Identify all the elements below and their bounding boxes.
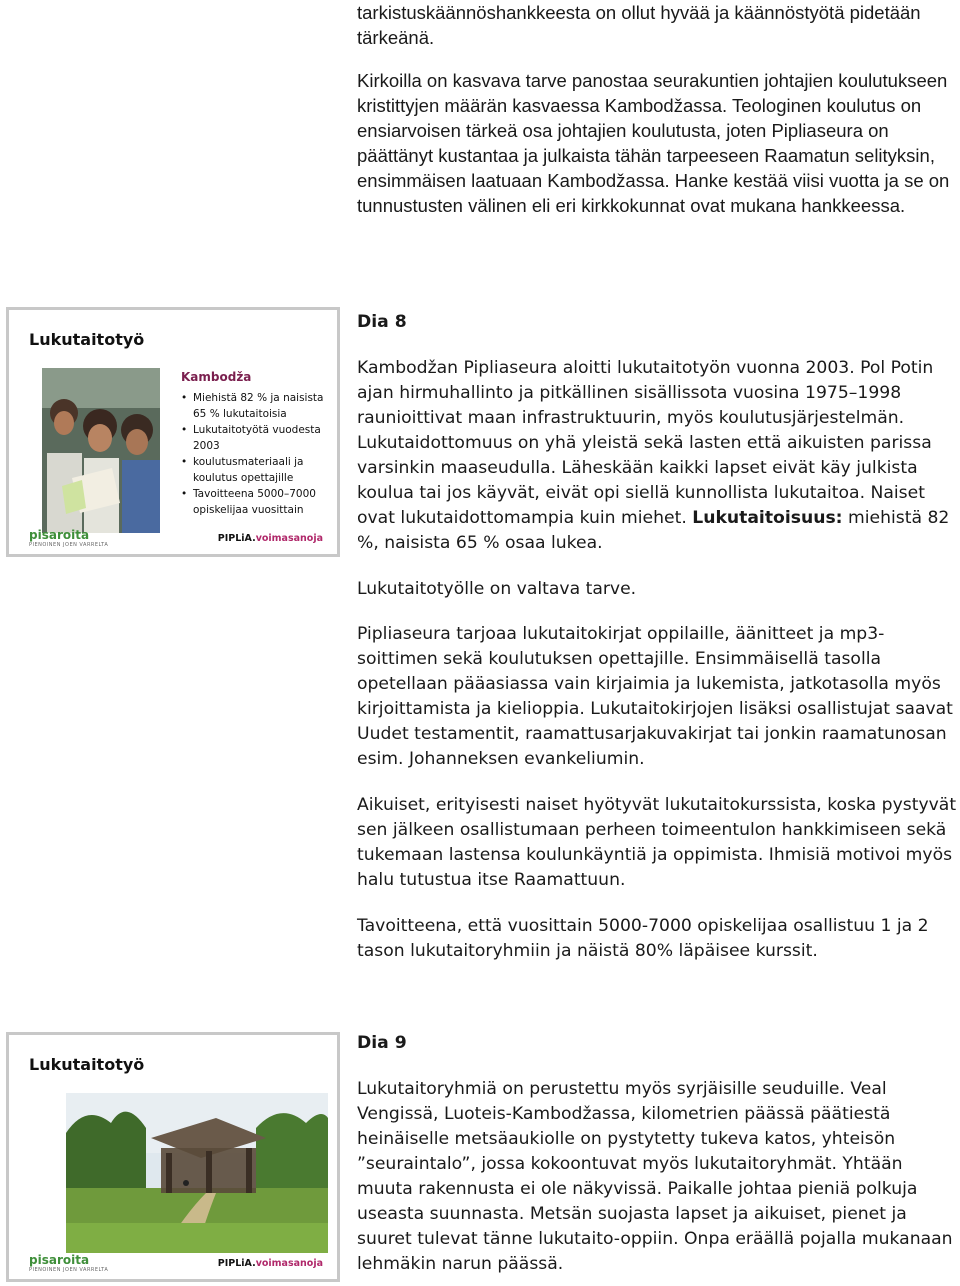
- intro-paragraph-2: Kirkoilla on kasvava tarve panostaa seurakuntien johtajien koulutukseen kristittyjen määrän kasvaessa Kambodžassa. Teologinen koulutus on ensiarvoisen tärkeä osa johtajien koulutusta, joten Pipliaseura on päättänyt kustantaa ja julkaista tähän tarpeeseen Raamatun selityksin, ensimmäisen laatuaan Kambodžassa. Hanke kestää viisi vuotta ja se on tunnustusten välinen eli eri kirkkokunnat ovat mukana hankkeessa.: [357, 70, 950, 216]
- dia-8-literacy-value: miehistä 82 %, naisista 65 % osaa lukea.: [357, 508, 950, 553]
- piplia-logo: [218, 533, 323, 544]
- piplia-logo-name: PIPLiA.: [217, 1258, 256, 1269]
- piplia-logo-suffix: voimasanoja: [255, 1258, 323, 1269]
- dia-8-heading: Dia 8: [357, 312, 407, 332]
- slide-9-thumbnail: [6, 1032, 340, 1282]
- dia-9-heading: Dia 9: [357, 1033, 407, 1053]
- dia-8-paragraph-1: [357, 356, 957, 556]
- pisaroita-logo-text: pisaroita: [29, 528, 90, 542]
- pisaroita-logo-tagline: PIENOINEN JOEN VARRELTA: [29, 542, 109, 548]
- piplia-logo: [218, 1258, 323, 1269]
- dia-8-literacy-label: Lukutaitoisuus:: [692, 508, 843, 528]
- pisaroita-logo-text: pisaroita: [29, 1253, 90, 1267]
- piplia-logo-suffix: voimasanoja: [255, 533, 323, 544]
- dia-8-paragraph-3: Pipliaseura tarjoaa lukutaitokirjat oppilaille, äänitteet ja mp3-soittimen sekä koulutuksen opettajille. Ensimmäisellä tasolla opetellaan pääasiassa vain kirjaimia ja lukemista, jatkotasolla myös kirjoittamista ja kielioppia. Lukutaitokirjojen lisäksi osallistujat saavat Uudet testamentit, raamattusarjakuvakirjat tai jonkin raamatunosan esim. Johanneksen evankeliumin.: [357, 624, 953, 769]
- intro-paragraph-1: tarkistuskäännöshankkeesta on ollut hyvää ja käännöstyötä pidetään tärkeänä.: [357, 2, 921, 48]
- dia-8-paragraph-2: Lukutaitotyölle on valtava tarve.: [357, 579, 637, 599]
- dia-8-paragraph-5: Tavoitteena, että vuosittain 5000-7000 opiskelijaa osallistuu 1 ja 2 tason lukutaitoryhmiin ja näistä 80% läpäisee kurssit.: [357, 916, 929, 961]
- slide-8-bullet: • koulutusmateriaali ja koulutus opettajille: [181, 454, 331, 486]
- dia-8-paragraph-4: Aikuiset, erityisesti naiset hyötyvät lukutaitokurssista, koska pystyvät sen jälkeen osallistumaan perheen toimeentulon hankkimiseen sekä tukemaan lastensa koulunkäyntiä ja oppimista. Ihmisiä motivoi myös halu tutustua itse Raamattuun.: [357, 795, 957, 890]
- slide-8-title: Lukutaitotyö: [29, 330, 145, 349]
- pisaroita-logo: [29, 1253, 108, 1273]
- slide-8-bullet: • Tavoitteena 5000–7000 opiskelijaa vuosittain: [181, 486, 331, 518]
- pisaroita-logo: [29, 528, 108, 548]
- slide-8-bullets: [181, 390, 331, 518]
- dia-8-paragraph-1-text: Kambodžan Pipliaseura aloitti lukutaitotyön vuonna 2003. Pol Potin ajan hirmuhallinto ja pitkällinen sisällissota vuosina 1975–1998 raunioittivat maan infrastruktuurin, myös koulutusjärjestelmän. Lukutaidottomuus on yhä yleistä sekä lasten että aikuisten parissa varsinkin maaseudulla. Läheskään kaikki lapset eivät käy julkista koulua tai jos käyvät, eivät opi siellä kunnollista lukutaitoa. Naiset ovat lukutaidottomampia kuin miehet.: [357, 358, 934, 528]
- slide-8-bullet: • Lukutaitotyötä vuodesta 2003: [181, 422, 331, 454]
- slide-8-thumbnail: [6, 307, 340, 557]
- pisaroita-logo-tagline: PIENOINEN JOEN VARRELTA: [29, 1267, 109, 1273]
- piplia-logo-name: PIPLiA.: [217, 533, 256, 544]
- dia-9-paragraph-1: Lukutaitoryhmiä on perustettu myös syrjäisille seuduille. Veal Vengissä, Luoteis-Kambodžassa, kilometrien päässä päätiestä heinäiselle metsäaukiolle on pystytetty tukeva katos, yhteisön ”seuraintalo”, jossa kokoontuvat myös lukutaitoryhmät. Yhtään muuta rakennusta ei ole näkyvissä. Paikalle johtaa pieniä polkuja useasta suunnasta. Metsän suojasta lapset ja aikuiset, pienet ja suuret tulevat tänne lukutaito-oppiin. Onpa eräällä pojalla mukanaan lehmäkin narun päässä.: [357, 1079, 953, 1274]
- slide-9-title: Lukutaitotyö: [29, 1055, 145, 1074]
- slide-8-bullet: • Miehistä 82 % ja naisista 65 % lukutaitoisia: [181, 390, 331, 422]
- children-reading-photo: [42, 368, 160, 533]
- shelter-clearing-photo: [66, 1093, 328, 1253]
- slide-8-subtitle: Kambodža: [181, 370, 252, 384]
